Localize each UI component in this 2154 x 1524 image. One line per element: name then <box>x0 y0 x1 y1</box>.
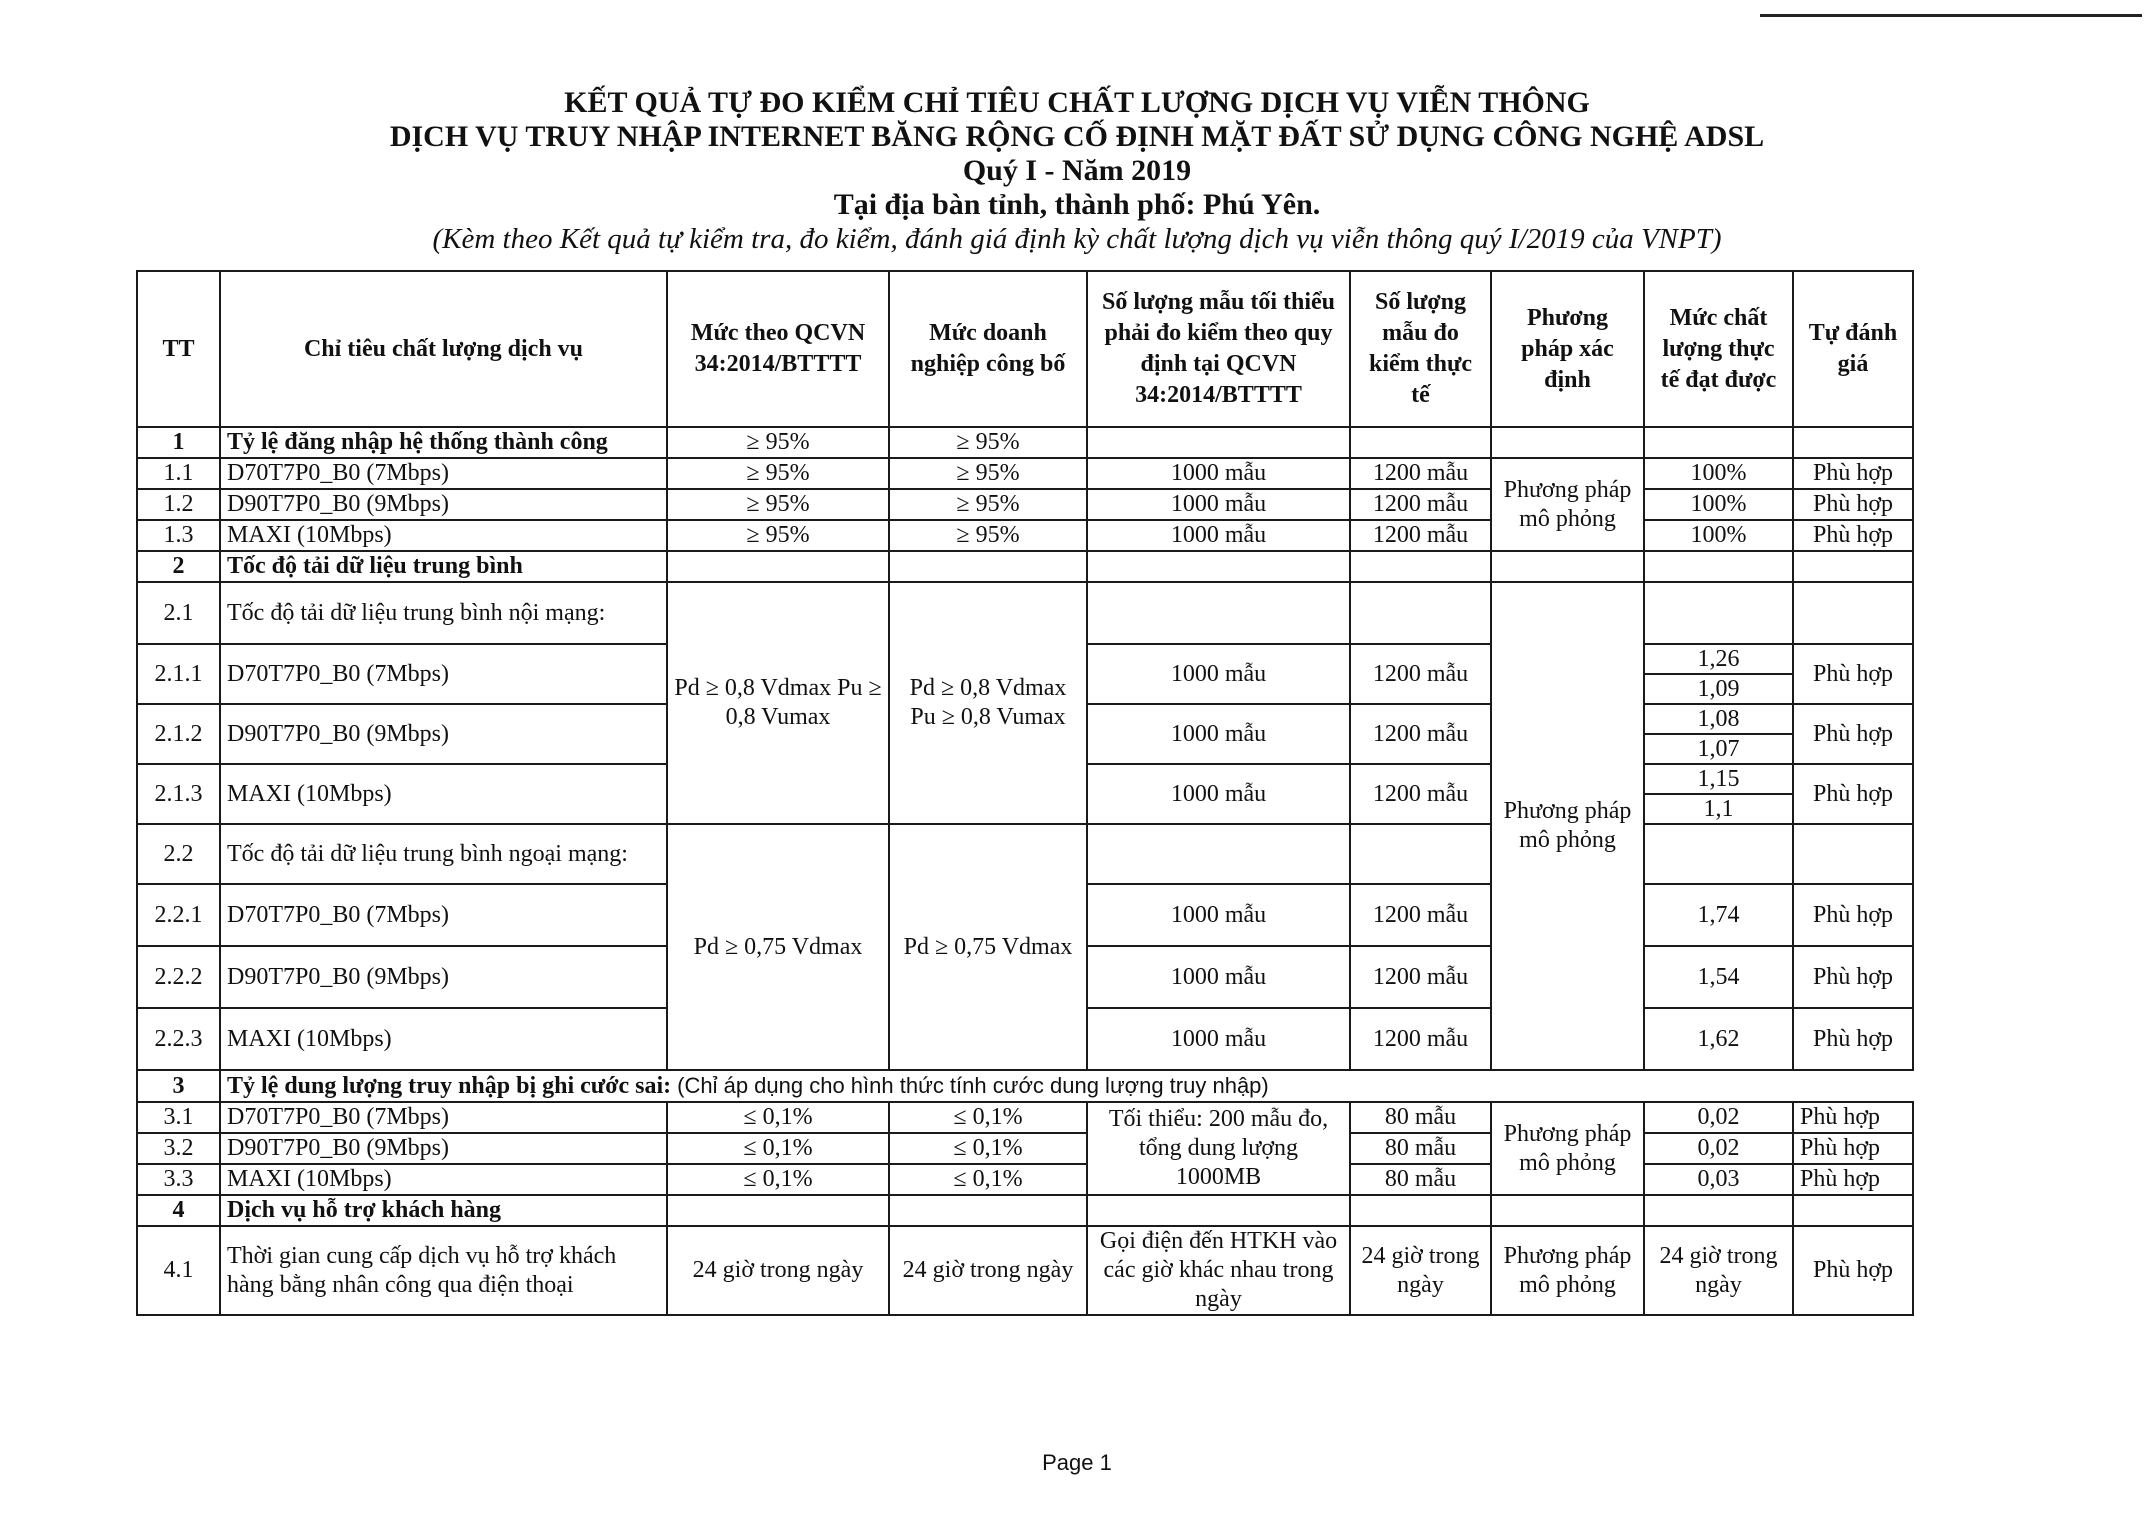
title-line-1: KẾT QUẢ TỰ ĐO KIỂM CHỈ TIÊU CHẤT LƯỢNG DỊCH VỤ VIỄN THÔNG <box>564 86 1590 119</box>
row-actual-samples: 1200 mẫu <box>1350 946 1491 1008</box>
row-min-samples: 1000 mẫu <box>1087 764 1350 824</box>
level-download: 1,08 <box>1645 705 1792 735</box>
level-download: 1,26 <box>1645 645 1792 675</box>
section-row <box>137 427 1913 458</box>
row-self-eval: Phù hợp <box>1793 1226 1913 1315</box>
row-declared: 24 giờ trong ngày <box>889 1226 1087 1315</box>
row-declared: ≤ 0,1% <box>889 1164 1087 1195</box>
row-declared: ≤ 0,1% <box>889 1133 1087 1164</box>
section-row <box>137 1195 1913 1226</box>
col-tt: TT <box>137 271 220 427</box>
header-row <box>137 271 1913 427</box>
row-actual-samples: 1200 mẫu <box>1350 489 1491 520</box>
row-tt: 2.2.2 <box>137 946 220 1008</box>
row-actual-level <box>1644 644 1793 704</box>
row-indicator: Tốc độ tải dữ liệu trung bình ngoại mạng: <box>220 824 667 884</box>
col-method: Phương pháp xác định <box>1491 271 1644 427</box>
page-number: Page 1 <box>1042 1450 1112 1475</box>
row-qcvn: ≤ 0,1% <box>667 1133 889 1164</box>
row-indicator: D90T7P0_B0 (9Mbps) <box>220 704 667 764</box>
row-tt: 4.1 <box>137 1226 220 1315</box>
row-indicator: D90T7P0_B0 (9Mbps) <box>220 489 667 520</box>
row-tt: 2.1 <box>137 582 220 644</box>
row-qcvn: ≥ 95% <box>667 458 889 489</box>
row-qcvn: ≤ 0,1% <box>667 1102 889 1133</box>
row-actual-samples: 80 mẫu <box>1350 1133 1491 1164</box>
section-row <box>137 1070 1913 1102</box>
row-actual-samples: 80 mẫu <box>1350 1102 1491 1133</box>
row-actual-level: 0,03 <box>1644 1164 1793 1195</box>
group-row <box>137 824 1913 884</box>
row-actual-samples: 1200 mẫu <box>1350 520 1491 551</box>
row-tt: 2.1.2 <box>137 704 220 764</box>
row-min-samples: 1000 mẫu <box>1087 489 1350 520</box>
row-actual-level <box>1644 764 1793 824</box>
row-method: Phương pháp mô phỏng <box>1491 582 1644 1070</box>
level-download: 1,15 <box>1645 765 1792 795</box>
row-actual-samples: 1200 mẫu <box>1350 458 1491 489</box>
row-actual-samples: 1200 mẫu <box>1350 884 1491 946</box>
section-row <box>137 551 1913 582</box>
row-min-samples: 1000 mẫu <box>1087 704 1350 764</box>
row-self-eval: Phù hợp <box>1793 704 1913 764</box>
table-row <box>137 1133 1913 1164</box>
row-actual-level: 1,54 <box>1644 946 1793 1008</box>
row-declared: ≤ 0,1% <box>889 1102 1087 1133</box>
row-qcvn: ≥ 95% <box>667 427 889 458</box>
row-min-samples: 1000 mẫu <box>1087 946 1350 1008</box>
row-indicator: Thời gian cung cấp dịch vụ hỗ trợ khách hàng bằng nhân công qua điện thoại <box>220 1226 667 1315</box>
row-tt: 1 <box>137 427 220 458</box>
row-tt: 2.2.1 <box>137 884 220 946</box>
row-self-eval: Phù hợp <box>1793 458 1913 489</box>
row-actual-samples: 24 giờ trong ngày <box>1350 1226 1491 1315</box>
col-actual-samples: Số lượng mẫu đo kiểm thực tế <box>1350 271 1491 427</box>
row-method: Phương pháp mô phỏng <box>1491 1226 1644 1315</box>
row-tt: 2.2.3 <box>137 1008 220 1070</box>
row-tt: 3.1 <box>137 1102 220 1133</box>
row-indicator: Tỷ lệ đăng nhập hệ thống thành công <box>220 427 667 458</box>
row-actual-level: 1,62 <box>1644 1008 1793 1070</box>
subtitle: (Kèm theo Kết quả tự kiểm tra, đo kiểm, đánh giá định kỳ chất lượng dịch vụ viễn thông quý I/2019 của VNPT) <box>432 223 1722 255</box>
results-table <box>136 270 1914 1316</box>
table-row <box>137 520 1913 551</box>
row-actual-level: 0,02 <box>1644 1133 1793 1164</box>
col-indicator: Chỉ tiêu chất lượng dịch vụ <box>220 271 667 427</box>
level-upload: 1,07 <box>1697 736 1740 762</box>
row-self-eval: Phù hợp <box>1793 946 1913 1008</box>
row-min-samples: 1000 mẫu <box>1087 884 1350 946</box>
row-declared: ≥ 95% <box>889 520 1087 551</box>
row-tt: 2 <box>137 551 220 582</box>
row-qcvn: 24 giờ trong ngày <box>667 1226 889 1315</box>
row-actual-samples: 1200 mẫu <box>1350 644 1491 704</box>
row-qcvn: ≥ 95% <box>667 520 889 551</box>
row-declared: ≥ 95% <box>889 458 1087 489</box>
row-tt: 3.3 <box>137 1164 220 1195</box>
row-indicator: Tỷ lệ dung lượng truy nhập bị ghi cước sai: <box>227 1073 672 1099</box>
row-indicator: MAXI (10Mbps) <box>220 1008 667 1070</box>
row-actual-samples: 80 mẫu <box>1350 1164 1491 1195</box>
row-tt: 1.3 <box>137 520 220 551</box>
row-qcvn: Pd ≥ 0,8 Vdmax Pu ≥ 0,8 Vumax <box>667 582 889 824</box>
row-method: Phương pháp mô phỏng <box>1491 458 1644 551</box>
row-min-samples: Tối thiểu: 200 mẫu đo, tổng dung lượng 1000MB <box>1087 1102 1350 1195</box>
table-row <box>137 489 1913 520</box>
row-actual-level: 100% <box>1644 458 1793 489</box>
col-qcvn: Mức theo QCVN 34:2014/BTTTT <box>667 271 889 427</box>
row-self-eval: Phù hợp <box>1793 489 1913 520</box>
row-qcvn: ≤ 0,1% <box>667 1164 889 1195</box>
top-rule <box>1760 14 2142 17</box>
row-actual-samples: 1200 mẫu <box>1350 764 1491 824</box>
row-method: Phương pháp mô phỏng <box>1491 1102 1644 1195</box>
row-tt: 2.2 <box>137 824 220 884</box>
row-tt: 1.1 <box>137 458 220 489</box>
row-actual-level: 1,74 <box>1644 884 1793 946</box>
row-actual-level: 24 giờ trong ngày <box>1644 1226 1793 1315</box>
row-min-samples: 1000 mẫu <box>1087 520 1350 551</box>
row-indicator: Tốc độ tải dữ liệu trung bình nội mạng: <box>220 582 667 644</box>
row-indicator: D70T7P0_B0 (7Mbps) <box>220 458 667 489</box>
group-row <box>137 582 1913 644</box>
row-indicator: D70T7P0_B0 (7Mbps) <box>220 884 667 946</box>
table-row <box>137 1164 1913 1195</box>
row-actual-samples: 1200 mẫu <box>1350 1008 1491 1070</box>
row-self-eval: Phù hợp <box>1793 1008 1913 1070</box>
document-heading <box>0 86 2154 256</box>
row-tt: 2.1.3 <box>137 764 220 824</box>
section-3-title <box>220 1070 1913 1102</box>
level-upload: 1,09 <box>1697 676 1740 702</box>
row-indicator: D90T7P0_B0 (9Mbps) <box>220 946 667 1008</box>
row-self-eval: Phù hợp <box>1793 1164 1913 1195</box>
row-indicator: Tốc độ tải dữ liệu trung bình <box>220 551 667 582</box>
row-self-eval: Phù hợp <box>1793 764 1913 824</box>
row-declared: Pd ≥ 0,75 Vdmax <box>889 824 1087 1070</box>
table-row <box>137 1102 1913 1133</box>
table-row <box>137 458 1913 489</box>
row-declared: ≥ 95% <box>889 427 1087 458</box>
title-line-4: Tại địa bàn tỉnh, thành phố: Phú Yên. <box>833 188 1321 221</box>
row-indicator: Dịch vụ hỗ trợ khách hàng <box>220 1195 667 1226</box>
row-min-samples: Gọi điện đến HTKH vào các giờ khác nhau trong ngày <box>1087 1226 1350 1315</box>
table-row <box>137 1226 1913 1315</box>
section-note: (Chỉ áp dụng cho hình thức tính cước dung lượng truy nhập) <box>677 1073 1269 1098</box>
row-self-eval: Phù hợp <box>1793 1133 1913 1164</box>
row-min-samples: 1000 mẫu <box>1087 458 1350 489</box>
row-self-eval: Phù hợp <box>1793 1102 1913 1133</box>
row-min-samples: 1000 mẫu <box>1087 644 1350 704</box>
row-indicator: MAXI (10Mbps) <box>220 764 667 824</box>
row-indicator: D90T7P0_B0 (9Mbps) <box>220 1133 667 1164</box>
col-self-eval: Tự đánh giá <box>1793 271 1913 427</box>
row-qcvn: Pd ≥ 0,75 Vdmax <box>667 824 889 1070</box>
row-min-samples: 1000 mẫu <box>1087 1008 1350 1070</box>
col-declared: Mức doanh nghiệp công bố <box>889 271 1087 427</box>
row-qcvn: ≥ 95% <box>667 489 889 520</box>
row-actual-level: 100% <box>1644 489 1793 520</box>
row-actual-samples: 1200 mẫu <box>1350 704 1491 764</box>
row-indicator: MAXI (10Mbps) <box>220 520 667 551</box>
level-upload: 1,1 <box>1703 796 1734 822</box>
row-actual-level: 100% <box>1644 520 1793 551</box>
row-tt: 2.1.1 <box>137 644 220 704</box>
row-self-eval: Phù hợp <box>1793 884 1913 946</box>
row-tt: 3.2 <box>137 1133 220 1164</box>
row-actual-level <box>1644 704 1793 764</box>
row-self-eval: Phù hợp <box>1793 644 1913 704</box>
row-tt: 1.2 <box>137 489 220 520</box>
title-line-2: DỊCH VỤ TRUY NHẬP INTERNET BĂNG RỘNG CỐ ĐỊNH MẶT ĐẤT SỬ DỤNG CÔNG NGHỆ ADSL <box>389 120 1765 153</box>
row-declared: ≥ 95% <box>889 489 1087 520</box>
row-tt: 3 <box>137 1070 220 1102</box>
row-indicator: MAXI (10Mbps) <box>220 1164 667 1195</box>
row-tt: 4 <box>137 1195 220 1226</box>
title-line-3: Quý I - Năm 2019 <box>962 154 1192 187</box>
row-indicator: D70T7P0_B0 (7Mbps) <box>220 644 667 704</box>
col-min-samples: Số lượng mẫu tối thiểu phải đo kiểm theo quy định tại QCVN 34:2014/BTTTT <box>1087 271 1350 427</box>
row-self-eval: Phù hợp <box>1793 520 1913 551</box>
row-indicator: D70T7P0_B0 (7Mbps) <box>220 1102 667 1133</box>
col-actual-level: Mức chất lượng thực tế đạt được <box>1644 271 1793 427</box>
row-actual-level: 0,02 <box>1644 1102 1793 1133</box>
row-declared: Pd ≥ 0,8 Vdmax Pu ≥ 0,8 Vumax <box>889 582 1087 824</box>
